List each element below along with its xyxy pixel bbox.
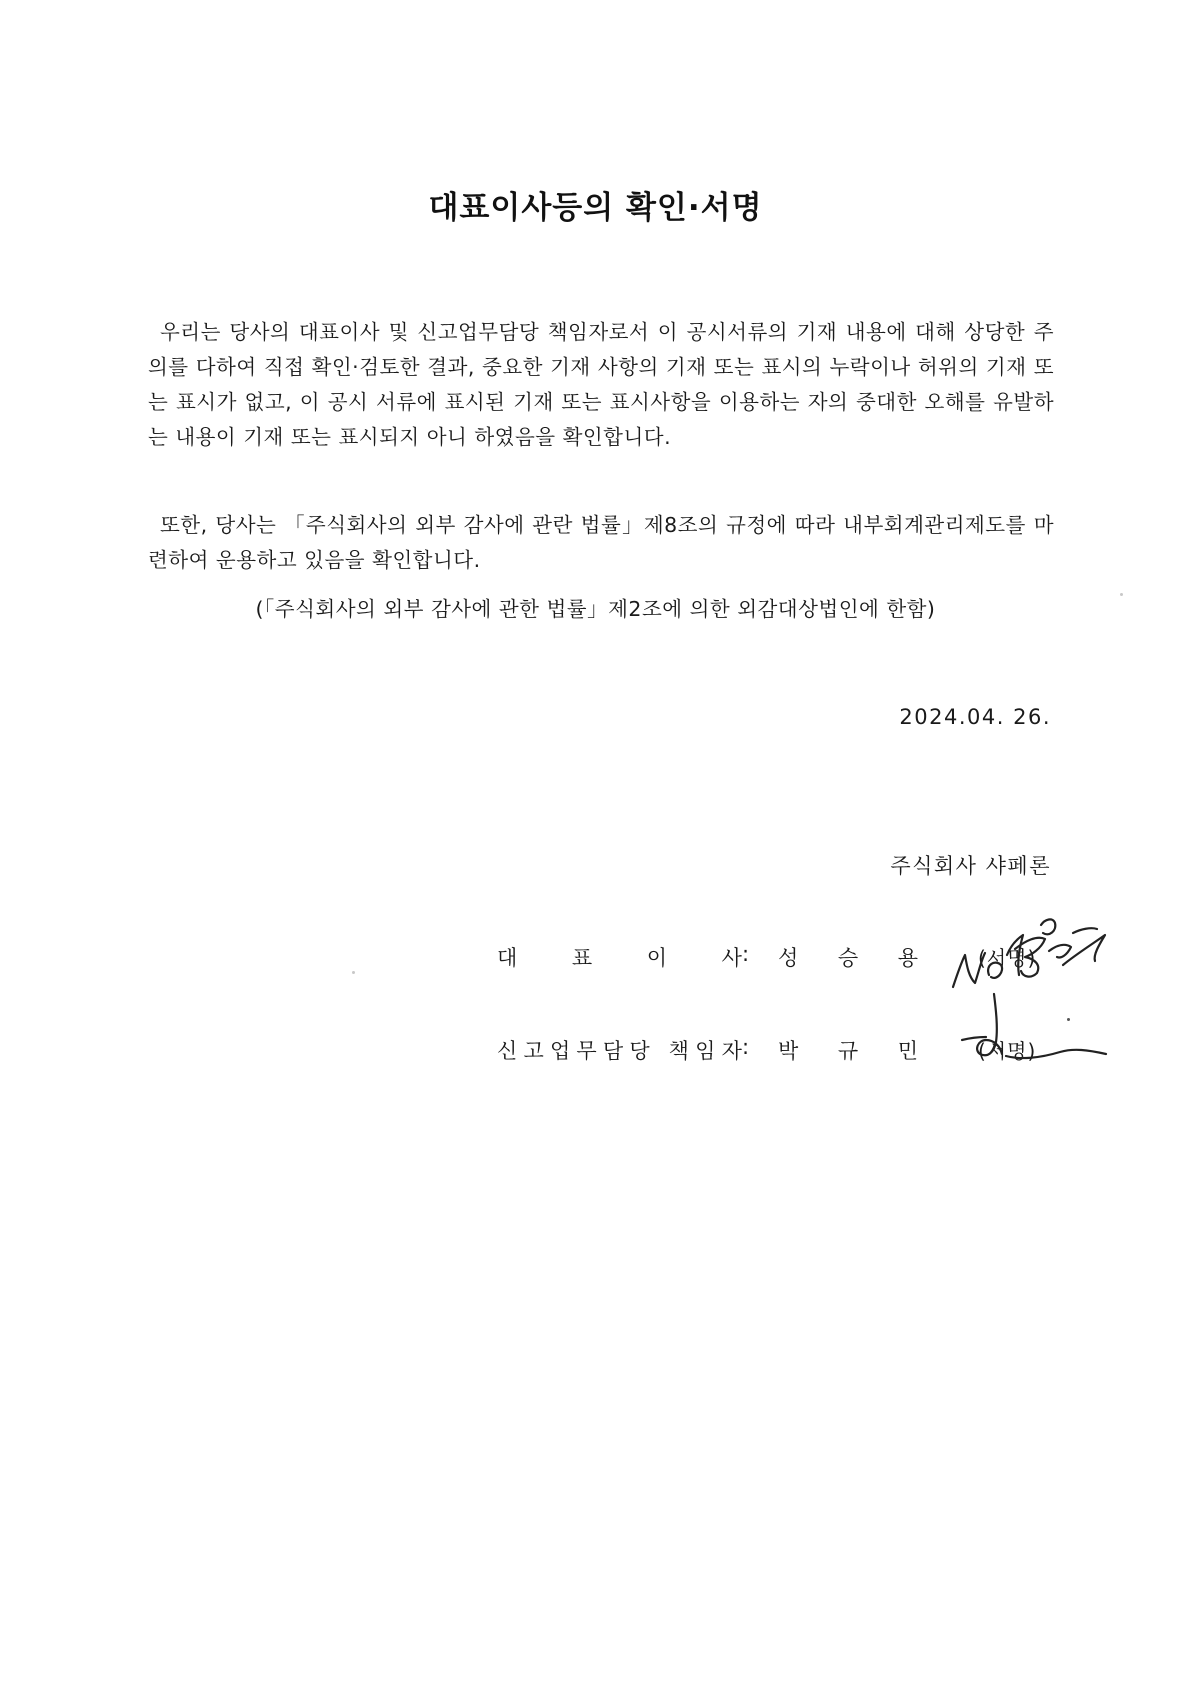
role-char: 업 <box>549 1039 571 1063</box>
internal-control-paragraph: 또한, 당사는 「주식회사의 외부 감사에 관란 법률」제8조의 규정에 따라 내부회계관리제도를 마련하여 운용하고 있음을 확인합니다. <box>148 513 1054 572</box>
signatory-name <box>778 942 918 972</box>
signatory-row-ceo <box>0 942 1191 982</box>
name-char: 성 <box>778 946 799 970</box>
sign-mark: (서명) <box>978 1039 1037 1063</box>
applicability-note: (「주식회사의 외부 감사에 관한 법률」제2조에 의한 외감대상법인에 한함) <box>255 597 936 621</box>
name-char: 민 <box>897 1039 918 1063</box>
name-char: 승 <box>837 946 859 970</box>
role-char: 자 <box>721 1039 742 1063</box>
role-char: 사 <box>721 946 742 970</box>
scan-speck <box>352 971 355 974</box>
role-separator: : <box>742 942 750 966</box>
signatory-role <box>497 942 742 972</box>
company-name: 주식회사 샤페론 <box>890 854 1051 878</box>
role-char: 대 <box>497 946 518 970</box>
role-char: 책 <box>668 1039 689 1063</box>
signatory-row-disclosure-officer <box>0 1035 1191 1075</box>
role-char: 이 <box>646 946 668 970</box>
role-char: 무 <box>576 1039 597 1063</box>
document-title: 대표이사등의 확인·서명 <box>428 190 763 226</box>
scan-speck <box>1120 593 1123 596</box>
scan-speck <box>1067 1018 1070 1021</box>
role-char: 고 <box>523 1039 544 1063</box>
role-char: 임 <box>695 1039 716 1063</box>
signatory-name <box>778 1035 918 1065</box>
document-date: 2024.04. 26. <box>899 705 1051 729</box>
role-separator: : <box>742 1035 750 1059</box>
name-char: 용 <box>897 946 918 970</box>
role-char: 담 <box>602 1039 624 1063</box>
role-char: 표 <box>571 946 593 970</box>
role-char: 신 <box>497 1039 518 1063</box>
signatory-role <box>497 1035 742 1065</box>
name-char: 박 <box>778 1039 799 1063</box>
role-space <box>656 1035 663 1065</box>
confirmation-paragraph: 우리는 당사의 대표이사 및 신고업무담당 책임자로서 이 공시서류의 기재 내용에 대해 상당한 주의를 다하여 직접 확인·검토한 결과, 중요한 기재 사항의 기재 또는 표시의 누락이나 허위의 기재 또는 표시가 없고, 이 공시 서류에 표시된 기재 또는 표시사항을 이용하는 자의 중대한 오해를 유발하는 내용이 기재 또는 표시되지 아니 하였음을 확인합니다. <box>148 320 1054 449</box>
role-char: 당 <box>629 1039 650 1063</box>
name-char: 규 <box>837 1039 859 1063</box>
sign-mark: (서명) <box>978 946 1037 970</box>
